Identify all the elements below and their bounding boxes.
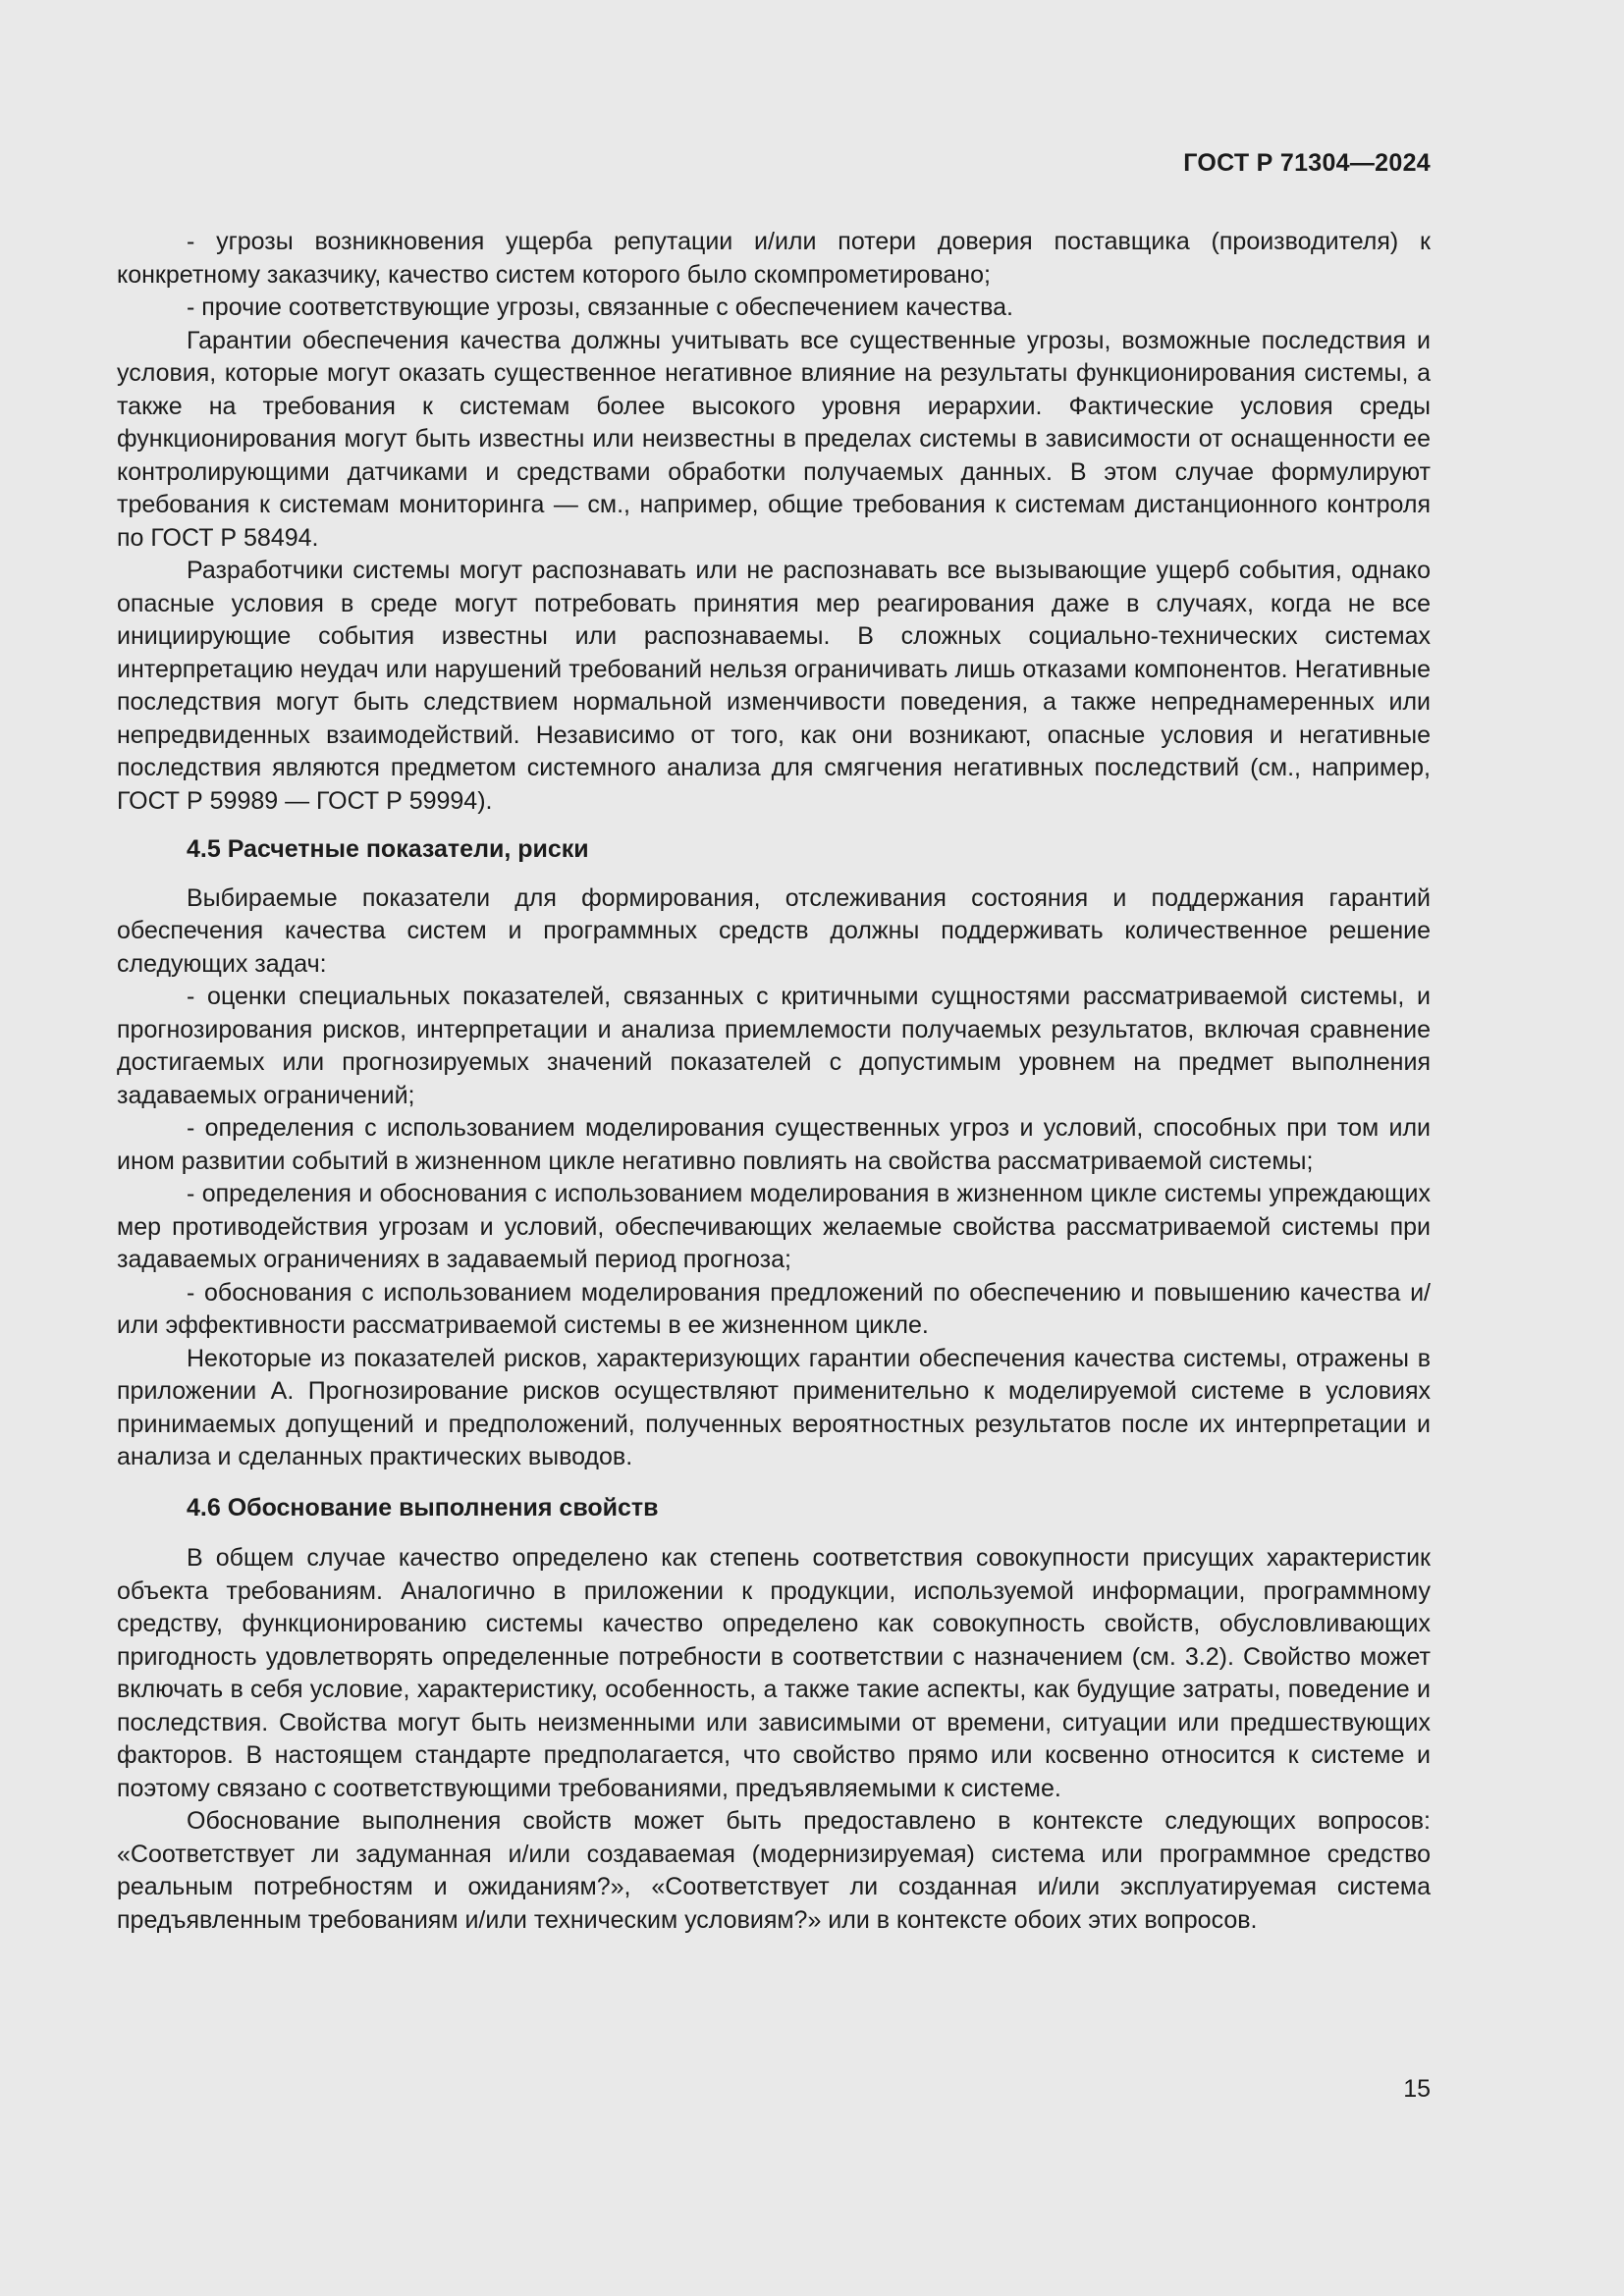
page-content bbox=[117, 226, 1431, 1937]
paragraph: - угрозы возникновения ущерба репутации и/или потери доверия поставщика (производителя) к конкретному заказчику, качество систем которого было скомпрометировано; bbox=[117, 228, 1431, 289]
paragraph: Разработчики системы могут распознавать или не распознавать все вызывающие ущерб события, однако опасные условия в среде могут потребовать принятия мер реагирования даже в случаях, когда не все инициирующие события известны или распознаваемы. В сложных социально-технических системах интерпретацию неудач или нарушений требований нельзя ограничивать лишь отказами компонентов. Негативные последствия могут быть следствием нормальной изменчивости поведения, а также непреднамеренных или непредвиденных взаимодействий. Независимо от того, как они возникают, опасные условия и негативные последствия являются предметом системного анализа для смягчения негативных последствий (см., например, ГОСТ Р 59989 — ГОСТ Р 59994). bbox=[117, 557, 1431, 815]
paragraph: Гарантии обеспечения качества должны учитывать все существенные угрозы, возможные последствия и условия, которые могут оказать существенное негативное влияние на результаты функционирования системы, а также на требования к системам более высокого уровня иерархии. Фактические условия среды функционирования могут быть известны или неизвестны в пределах системы в зависимости от оснащенности ее контролирующими датчиками и средствами обработки получаемых данных. В этом случае формулируют требования к системам мониторинга — см., например, общие требования к системам дистанционного контроля по ГОСТ Р 58494. bbox=[117, 326, 1431, 552]
paragraph: Некоторые из показателей рисков, характеризующих гарантии обеспечения качества системы, отражены в приложении А. Прогнозирование рисков осуществляют применительно к моделируемой системе в условиях принимаемых допущений и предположений, полученных вероятностных результатов после их интерпретации и анализа и сделанных практических выводов. bbox=[117, 1344, 1431, 1470]
paragraph: В общем случае качество определено как степень соответствия совокупности присущих характеристик объекта требованиям. Аналогично в приложении к продукции, используемой информации, программному средству, функционированию системы качество определено как совокупность свойств, обусловливающих пригодность удовлетворять определенные потребности в соответствии с назначением (см. 3.2). Свойство может включать в себя условие, характеристику, особенность, а также такие аспекты, как будущие затраты, поведение и последствия. Свойства могут быть неизменными или зависимыми от времени, ситуации или предшествующих факторов. В настоящем стандарте предполагается, что свойство прямо или косвенно относится к системе и поэтому связано с соответствующими требованиями, предъявляемыми к системе. bbox=[117, 1544, 1431, 1802]
document-code-header: ГОСТ Р 71304—2024 bbox=[1183, 149, 1431, 177]
paragraph: - обоснования с использованием моделирования предложений по обеспечению и повышению качества и/или эффективности рассматриваемой системы в ее жизненном цикле. bbox=[117, 1278, 1431, 1339]
paragraph: Выбираемые показатели для формирования, отслеживания состояния и поддержания гарантий обеспечения качества систем и программных средств должны поддерживать количественное решение следующих задач: bbox=[117, 883, 1431, 978]
page-number: 15 bbox=[1403, 2075, 1431, 2103]
paragraph: - определения с использованием моделирования существенных угроз и условий, способных при том или ином развитии событий в жизненном цикле негативно повлиять на свойства рассматриваемой системы; bbox=[117, 1114, 1431, 1175]
paragraph: - оценки специальных показателей, связанных с критичными сущностями рассматриваемой системы, и прогнозирования рисков, интерпретации и анализа приемлемости получаемых результатов, включая сравнение достигаемых или прогнозируемых значений показателей с допустимым уровнем на предмет выполнения задаваемых ограничений; bbox=[117, 983, 1431, 1109]
paragraph: - определения и обоснования с использованием моделирования в жизненном цикле системы упреждающих мер противодействия угрозам и условий, обеспечивающих желаемые свойства рассматриваемой системы при задаваемых ограничениях в задаваемый период прогноза; bbox=[117, 1180, 1431, 1273]
paragraph: - прочие соответствующие угрозы, связанные с обеспечением качества. bbox=[187, 294, 1013, 321]
section-heading-4-5: 4.5 Расчетные показатели, риски bbox=[187, 835, 589, 863]
paragraph: Обоснование выполнения свойств может быть предоставлено в контексте следующих вопросов: «Соответствует ли задуманная и/или создаваемая (модернизируемая) система или программное средство реальным потребностям и ожиданиям?», «Соответствует ли созданная и/или эксплуатируемая система предъявленным требованиям и/или техническим условиям?» или в контексте обоих этих вопросов. bbox=[117, 1807, 1431, 1934]
section-heading-4-6: 4.6 Обоснование выполнения свойств bbox=[187, 1493, 659, 1522]
